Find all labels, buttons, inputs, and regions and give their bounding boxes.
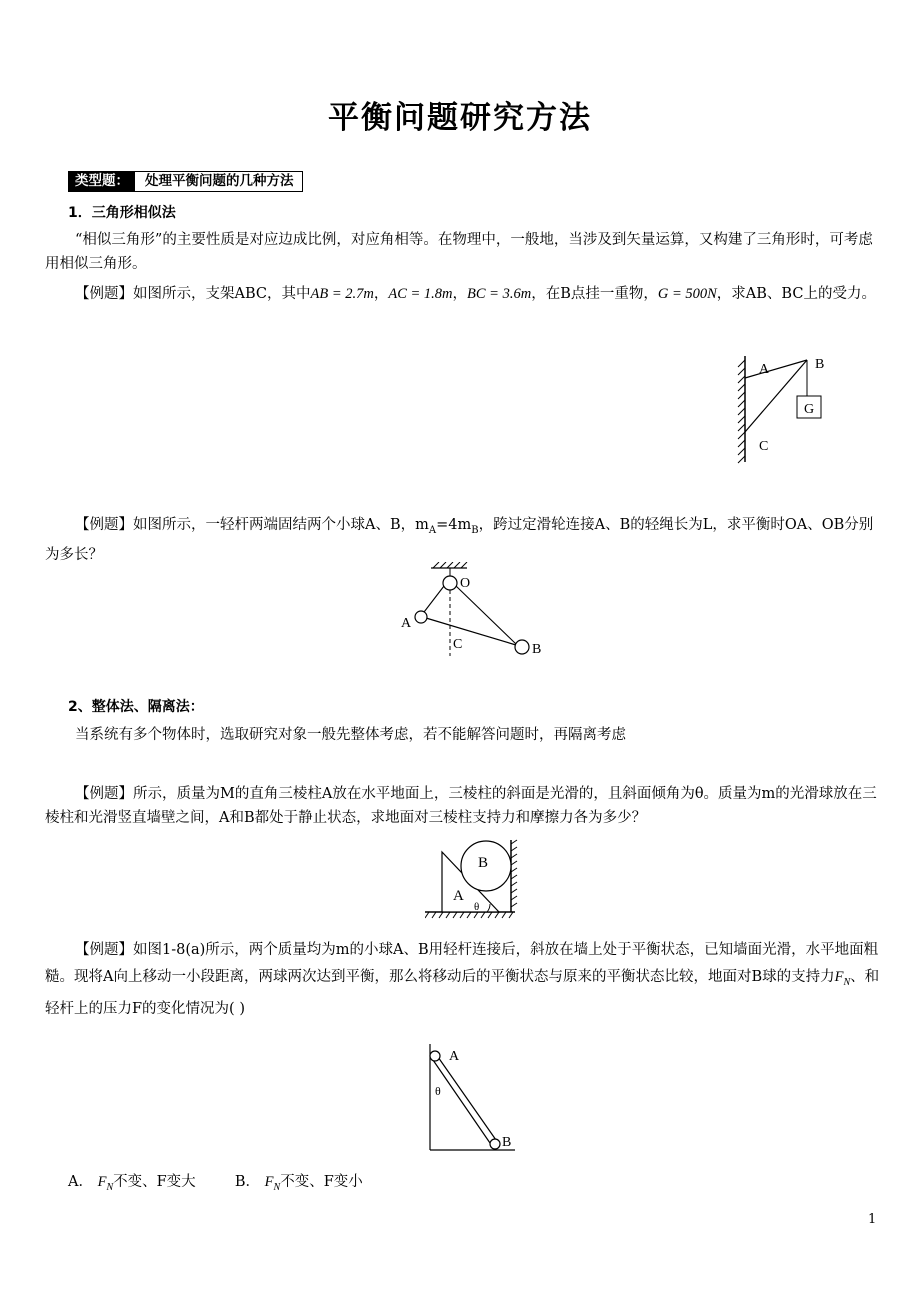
- figure-pulley-rod: [395, 562, 555, 660]
- example4-text-a: 【例题】如图1-8(a)所示，两个质量均为m的小球A、B用轻杆连接后，斜放在墙上处于平衡状态，已知墙面光滑，水平地面粗糙。现将A向上移动一小段距离，两球两次达到平衡，那么将移动后的平衡状态与原来的平衡状态比较，地面对B球的支持力: [45, 942, 879, 985]
- page-title: 平衡问题研究方法: [328, 100, 592, 136]
- label-o: O: [460, 576, 471, 591]
- type-box-value: 处理平衡问题的几种方法: [145, 173, 294, 189]
- answer-options: [68, 1170, 363, 1200]
- label-b: B: [502, 1135, 512, 1150]
- figure-prism-ball: [425, 838, 520, 920]
- section2-heading: 2、整体法、隔离法：: [68, 699, 204, 715]
- ball-a: [415, 611, 427, 623]
- fn-subscript: N: [843, 976, 851, 988]
- example3-text: 【例题】所示，质量为M的直角三棱柱A放在水平地面上，三棱柱的斜面是光滑的，且斜面倾角为θ。质量为m的光滑球放在三棱柱和光滑竖直墙壁之间，A和B都处于静止状态，求地面对三棱柱支持力和摩擦力各为多少？: [45, 786, 877, 826]
- label-c: C: [453, 637, 463, 652]
- eq-ac: AC = 1.8m: [388, 286, 453, 302]
- label-g: G: [804, 402, 815, 417]
- option-a-letter: A．: [68, 1174, 93, 1190]
- option-a-fn-sub: N: [106, 1181, 114, 1193]
- label-b: B: [532, 642, 542, 657]
- option-a[interactable]: [68, 1174, 196, 1193]
- example1-prefix: 【例题】如图所示，支架ABC，其中: [75, 286, 311, 302]
- fn-symbol: F: [834, 969, 844, 985]
- option-b-fn-sub: N: [273, 1181, 281, 1193]
- section1-intro: “相似三角形”的主要性质是对应边成比例，对应角相等。在物理中，一般地，当涉及到矢量运算，又构建了三角形时，可考虑用相似三角形。: [45, 232, 873, 272]
- ball-a: [430, 1051, 440, 1061]
- label-a: A: [453, 888, 464, 904]
- label-b: B: [478, 855, 489, 871]
- figure-leaning-rod: [418, 1040, 528, 1155]
- subscript-a: A: [428, 524, 437, 536]
- page-number: 1: [868, 1212, 877, 1227]
- example2-text-c: ，跨过定滑轮连接A、B的轻绳长为L，求平衡时OA、OB分别为多长？: [45, 517, 874, 563]
- label-theta: θ: [435, 1084, 441, 1098]
- rod-ab: [745, 360, 807, 378]
- label-b: B: [815, 357, 825, 372]
- option-a-text: 不变、F变大: [113, 1174, 196, 1190]
- type-box-label: 类型题：: [69, 172, 135, 191]
- label-theta: θ: [474, 901, 480, 913]
- example2-text-b: =4m: [436, 517, 472, 533]
- option-b-fn: F: [264, 1174, 274, 1190]
- example2-text: [45, 513, 880, 567]
- example1-text: 【例题】如图所示，支架ABC，其中AB = 2.7m，AC = 1.8m，BC = 3.6m，在B点挂一重物，G = 500N，求AB、BC上的受力。: [75, 286, 876, 302]
- figure-bracket-abc: [735, 350, 835, 470]
- ball-b: [515, 640, 529, 654]
- option-a-fn: F: [97, 1174, 107, 1190]
- example4-text-b: 、和轻杆上的压力F的变化情况为( ): [45, 969, 880, 1017]
- label-a: A: [401, 616, 412, 631]
- example2-text-a: 【例题】如图所示，一轻杆两端固结两个小球A、B，m: [75, 517, 429, 533]
- type-box: [68, 171, 303, 192]
- example1-mid: ，在B点挂一重物，: [531, 286, 658, 302]
- section1-heading: 1．三角形相似法: [68, 205, 176, 221]
- eq-ab: AB = 2.7m: [310, 286, 374, 302]
- section2-intro: 当系统有多个物体时，选取研究对象一般先整体考虑，若不能解答问题时，再隔离考虑: [75, 727, 626, 743]
- option-b-letter: B．: [234, 1174, 261, 1190]
- label-c: C: [759, 439, 769, 454]
- example4-text: [45, 937, 880, 1023]
- eq-bc: BC = 3.6m: [467, 286, 532, 302]
- label-a: A: [759, 362, 770, 377]
- label-a: A: [449, 1049, 460, 1064]
- ball-b: [490, 1139, 500, 1149]
- subscript-b: B: [471, 524, 479, 536]
- eq-g: G = 500N: [657, 286, 717, 302]
- option-b[interactable]: [234, 1174, 363, 1193]
- option-b-text: 不变、F变小: [280, 1174, 363, 1190]
- example1-suffix: ，求AB、BC上的受力。: [716, 286, 876, 302]
- pulley: [443, 576, 457, 590]
